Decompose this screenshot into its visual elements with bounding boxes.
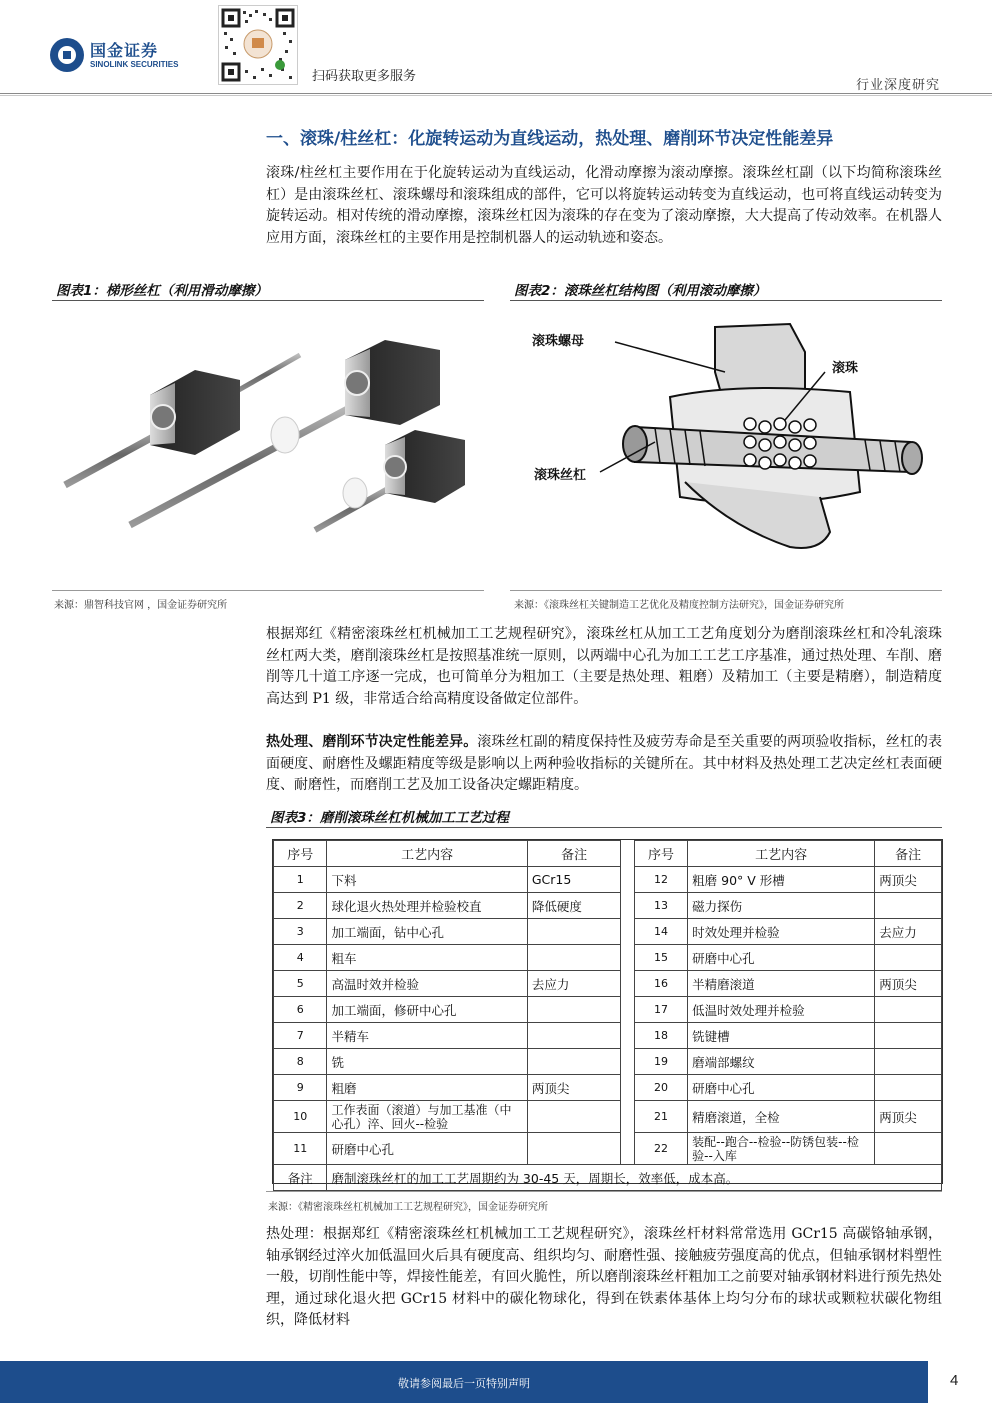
table-row <box>274 1075 942 1101</box>
figure2-rule <box>510 300 942 301</box>
callout-ball-screw: 滚珠丝杠 <box>532 464 588 483</box>
table-cell: 14 <box>634 919 687 945</box>
table-header-cell: 序号 <box>274 841 327 867</box>
table-header-cell: 工艺内容 <box>688 841 875 867</box>
table-cell <box>527 1101 621 1133</box>
figure2-image <box>520 312 940 562</box>
figure3-label: 图表3：磨削滚珠丝杠机械加工工艺过程 <box>270 810 509 826</box>
table-cell: 20 <box>634 1075 687 1101</box>
paragraph-performance-rest: 滚珠丝杠副的精度保持性及疲劳寿命是至关重要的两项验收指标，丝杠的表面硬度、耐磨性及螺距精度等级是影响以上两种验收指标的关键所在。其中材料及热处理工艺决定丝杠表面硬度、耐磨性，而磨削工艺及加工设备决定螺距精度。 <box>266 734 943 793</box>
table-cell: 两顶尖 <box>527 1075 621 1101</box>
table-cell: 8 <box>274 1049 327 1075</box>
table-note-text: 磨制滚珠丝杠的加工工艺周期约为 30-45 天，周期长，效率低，成本高。 <box>327 1165 942 1191</box>
table-cell: 半精车 <box>327 1023 527 1049</box>
table-row <box>274 1023 942 1049</box>
paragraph-heat-treatment: 热处理：根据郑红《精密滚珠丝杠机械加工工艺规程研究》，滚珠丝杆材料常常选用 GCr15 高碳铬轴承钢，轴承钢经过淬火加低温回火后具有硬度高、组织均匀、耐磨性强、接触疲劳强度高的优点，但轴承钢材料塑性一般，切削性能中等，焊接性能差，有回火脆性，所以磨削滚珠丝杆粗加工之前要对轴承钢材料进行预先热处理，通过球化退火把 GCr15 材料中的碳化物球化，得到在铁素体基体上均匀分布的球状或颗粒状碳化物组织，降低材料 <box>266 1226 942 1328</box>
table-cell <box>527 1049 621 1075</box>
table-cell: 铣 <box>327 1049 527 1075</box>
table-cell: GCr15 <box>527 867 621 893</box>
table-cell: 两顶尖 <box>875 971 942 997</box>
table-cell: 10 <box>274 1101 327 1133</box>
table-cell <box>527 997 621 1023</box>
table-cell: 21 <box>634 1101 687 1133</box>
table-cell: 半精磨滚道 <box>688 971 875 997</box>
callout-ball: 滚珠 <box>830 357 860 376</box>
figure3-source: 来源：《精密滚珠丝杠机械加工工艺规程研究》，国金证券研究所 <box>268 1202 548 1213</box>
table-cell: 粗磨 <box>327 1075 527 1101</box>
table-cell: 4 <box>274 945 327 971</box>
table-cell: 研磨中心孔 <box>688 1075 875 1101</box>
table-row <box>274 893 942 919</box>
table-cell: 去应力 <box>875 919 942 945</box>
table-cell <box>527 1023 621 1049</box>
figure2-label: 图表2：滚珠丝杠结构图（利用滚动摩擦） <box>514 283 767 299</box>
table-cell: 17 <box>634 997 687 1023</box>
table-cell: 19 <box>634 1049 687 1075</box>
table-note-label: 备注 <box>274 1165 327 1191</box>
figure3-bottom-rule <box>266 1191 942 1192</box>
table-cell: 工作表面（滚道）与加工基准（中心孔）淬、回火--检验 <box>327 1101 527 1133</box>
table-cell: 22 <box>634 1133 687 1165</box>
table-cell: 时效处理并检验 <box>688 919 875 945</box>
table-cell: 两顶尖 <box>875 867 942 893</box>
table-gap <box>621 971 634 997</box>
figure3-rule <box>266 827 942 828</box>
table-gap <box>621 1075 634 1101</box>
table-row <box>274 945 942 971</box>
table-cell: 6 <box>274 997 327 1023</box>
table-cell: 两顶尖 <box>875 1101 942 1133</box>
table-row <box>274 867 942 893</box>
table-row <box>274 1049 942 1075</box>
table-cell <box>875 997 942 1023</box>
figure1-source: 来源：鼎智科技官网 ，国金证券研究所 <box>54 600 228 611</box>
table-row <box>274 919 942 945</box>
table-cell: 18 <box>634 1023 687 1049</box>
table-cell: 粗车 <box>327 945 527 971</box>
table-gap <box>621 1023 634 1049</box>
table-cell <box>875 1133 942 1165</box>
table-cell: 磁力探伤 <box>688 893 875 919</box>
table-header-cell: 备注 <box>875 841 942 867</box>
table-cell: 2 <box>274 893 327 919</box>
logo-en: SINOLINK SECURITIES <box>90 60 179 69</box>
table-cell: 铣键槽 <box>688 1023 875 1049</box>
table-cell: 高温时效并检验 <box>327 971 527 997</box>
logo-icon <box>50 38 84 72</box>
table-gap <box>621 1049 634 1075</box>
callout-ball-nut: 滚珠螺母 <box>530 330 586 349</box>
table-note-row <box>274 1165 942 1191</box>
header-divider <box>0 93 992 94</box>
figure2-source: 来源：《滚珠丝杠关键制造工艺优化及精度控制方法研究》，国金证券研究所 <box>514 600 844 611</box>
table-row <box>274 1101 942 1133</box>
logo-cn: 国金证券 <box>90 41 159 60</box>
table-cell: 加工端面，钻中心孔 <box>327 919 527 945</box>
table-cell: 3 <box>274 919 327 945</box>
table-header-cell: 序号 <box>634 841 687 867</box>
footer-bar <box>0 1361 928 1403</box>
header-divider-2 <box>0 95 992 96</box>
table-cell: 下料 <box>327 867 527 893</box>
company-logo <box>50 38 190 72</box>
table-cell <box>875 893 942 919</box>
table-cell: 15 <box>634 945 687 971</box>
paragraph-performance <box>266 732 942 797</box>
table-cell: 12 <box>634 867 687 893</box>
table-cell <box>875 1049 942 1075</box>
table-row <box>274 997 942 1023</box>
table-cell: 粗磨 90° V 形槽 <box>688 867 875 893</box>
page-number: 4 <box>950 1372 959 1389</box>
figure2-bottom-rule <box>510 590 942 591</box>
process-table-body <box>274 841 942 1191</box>
table-header-cell: 备注 <box>527 841 621 867</box>
figure1-rule <box>52 300 484 301</box>
report-type: 行业深度研究 <box>855 78 940 93</box>
table-row <box>274 1133 942 1165</box>
table-cell: 研磨中心孔 <box>688 945 875 971</box>
table-cell: 低温时效处理并检验 <box>688 997 875 1023</box>
scan-text: 扫码获取更多服务 <box>312 69 417 84</box>
table-gap <box>621 945 634 971</box>
table-gap <box>621 841 634 867</box>
section-title: 一、滚珠/柱丝杠：化旋转运动为直线运动，热处理、磨削环节决定性能差异 <box>266 129 834 149</box>
table-cell: 5 <box>274 971 327 997</box>
qr-code[interactable] <box>218 5 298 85</box>
table-cell <box>875 1023 942 1049</box>
table-gap <box>621 1101 634 1133</box>
table-cell: 1 <box>274 867 327 893</box>
figure1-image <box>55 325 475 545</box>
table-cell: 去应力 <box>527 971 621 997</box>
table-cell: 11 <box>274 1133 327 1165</box>
table-cell: 精磨滚道，全检 <box>688 1101 875 1133</box>
table-cell: 加工端面，修研中心孔 <box>327 997 527 1023</box>
figure1-label: 图表1：梯形丝杠（利用滑动摩擦） <box>56 283 268 299</box>
table-cell: 7 <box>274 1023 327 1049</box>
table-gap <box>621 893 634 919</box>
table-cell <box>527 919 621 945</box>
footer-disclaimer: 敬请参阅最后一页特别声明 <box>398 1377 530 1390</box>
table-cell: 球化退火热处理并检验校直 <box>327 893 527 919</box>
table-cell: 16 <box>634 971 687 997</box>
table-cell: 9 <box>274 1075 327 1101</box>
table-cell: 磨端部螺纹 <box>688 1049 875 1075</box>
table-cell <box>875 1075 942 1101</box>
table-cell: 降低硬度 <box>527 893 621 919</box>
table-gap <box>621 1133 634 1165</box>
paragraph-processing: 根据郑红《精密滚珠丝杠机械加工工艺规程研究》，滚珠丝杠从加工工艺角度划分为磨削滚珠丝杠和冷轧滚珠丝杠两大类，磨削滚珠丝杠是按照基准统一原则，以两端中心孔为加工工艺工序基准，通过热处理、车削、磨削等几十道工序逐一完成，也可简单分为粗加工（主要是热处理、粗磨）及精加工（主要是精磨），制造精度高达到 P1 级，非常适合给高精度设备做定位部件。 <box>266 626 942 707</box>
figure1-bottom-rule <box>52 590 484 591</box>
table-header-cell: 工艺内容 <box>327 841 527 867</box>
table-cell: 装配--跑合--检验--防锈包装--检验--入库 <box>688 1133 875 1165</box>
paragraph-performance-bold: 热处理、磨削环节决定性能差异。 <box>266 734 478 750</box>
table-gap <box>621 997 634 1023</box>
table-cell: 研磨中心孔 <box>327 1133 527 1165</box>
table-gap <box>621 867 634 893</box>
table-cell: 13 <box>634 893 687 919</box>
process-table <box>272 839 943 1184</box>
table-cell <box>527 945 621 971</box>
table-header-row <box>274 841 942 867</box>
table-row <box>274 971 942 997</box>
paragraph-intro: 滚珠/柱丝杠主要作用在于化旋转运动为直线运动，化滑动摩擦为滚动摩擦。滚珠丝杠副（以下均简称滚珠丝杠）是由滚珠丝杠、滚珠螺母和滚珠组成的部件，它可以将旋转运动转变为直线运动，也可将直线运动转变为旋转运动。相对传统的滑动摩擦，滚珠丝杠因为滚珠的存在变为了滚动摩擦，大大提高了传动效率。在机器人应用方面，滚珠丝杠的主要作用是控制机器人的运动轨迹和姿态。 <box>266 165 942 246</box>
table-gap <box>621 919 634 945</box>
table-cell <box>527 1133 621 1165</box>
table-cell <box>875 945 942 971</box>
